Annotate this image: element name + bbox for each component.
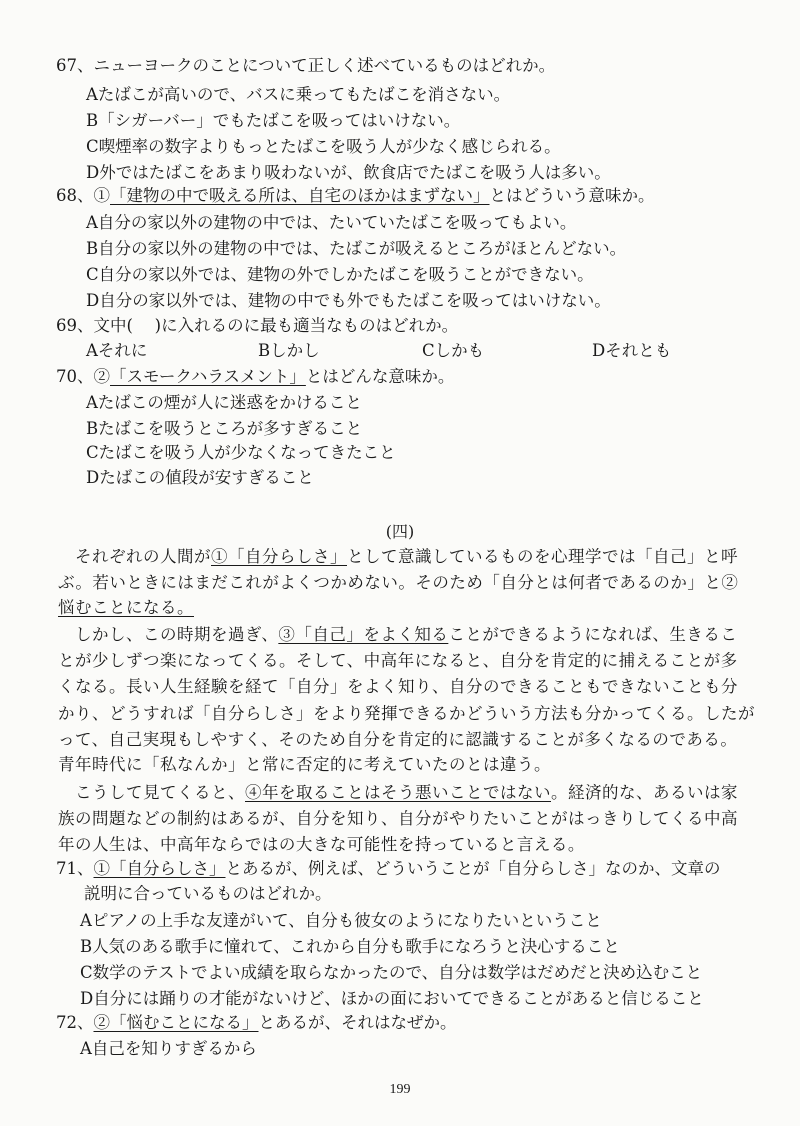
question-number: 70、: [56, 367, 94, 386]
passage-text: それぞれの人間が: [58, 547, 211, 566]
passage-line: 年の人生は、中高年ならではの大きな可能性を持っていると言える。: [58, 835, 585, 854]
passage-line: 族の問題などの制約はあるが、自分を知り、自分がやりたいことがはっきりしてくる中高: [58, 809, 738, 828]
question-68-option-c: C自分の家以外では、建物の外でしかたばこを吸うことができない。: [86, 265, 594, 284]
question-72-stem: [56, 1012, 457, 1034]
question-68-option-b: B自分の家以外の建物の中では、たばこが吸えるところがほとんどない。: [86, 239, 627, 258]
passage-text: ことができるようになれば、生きるこ: [448, 625, 738, 644]
question-rest: とあるが、それはなぜか。: [258, 1013, 457, 1032]
passage-line: って、自己実現もしやすく、そのため自分を肯定的に認識することが多くなるのである。: [58, 730, 738, 749]
page-number: 199: [389, 1082, 411, 1097]
question-67-option-c: C喫煙率の数字よりもっとたばこを吸う人が少なく感じられる。: [86, 137, 561, 156]
question-71-option-b: B人気のある歌手に憧れて、これから自分も歌手になろうと決心すること: [80, 937, 620, 956]
question-67-option-a: Aたばこが高いので、バスに乗ってもたばこを消さない。: [86, 85, 511, 104]
underlined-quote: ①「自分らしさ」: [93, 859, 226, 878]
question-rest: とはどういう意味か。: [489, 186, 655, 205]
question-67-stem: 67、ニューヨークのことについて正しく述べているものはどれか。: [56, 56, 556, 75]
question-70-stem: [56, 366, 454, 388]
question-72-option-a: A自己を知りすぎるから: [80, 1039, 257, 1058]
underlined-phrase-1: ①「自分らしさ」: [211, 547, 347, 566]
passage-line: [58, 597, 194, 619]
question-number: 68、: [56, 186, 94, 205]
underlined-phrase-4: ④年を取ることはそう悪いことではない: [245, 783, 551, 802]
passage-text: しかし、この時期を過ぎ、: [58, 625, 279, 644]
question-70-option-d: Dたばこの値段が安すぎること: [86, 468, 314, 487]
question-rest: とはどんな意味か。: [305, 367, 455, 386]
question-69-option-d: Dそれとも: [592, 341, 672, 360]
question-70-option-c: Cたばこを吸う人が少なくなってきたこと: [86, 443, 396, 462]
question-71-option-d: D自分には踊りの才能がないけど、ほかの面においてできることがあると信じること: [80, 989, 704, 1008]
question-67-option-d: D外ではたばこをあまり吸わないが、飲食店でたばこを吸う人は多い。: [86, 163, 611, 182]
marker: ①: [93, 186, 110, 205]
underlined-phrase-3: ③「自己」をよく知る: [278, 625, 449, 644]
underlined-phrase-2: 悩むことになる。: [58, 598, 194, 617]
question-rest: とあるが、例えば、どういうことが「自分らしさ」なのか、文章の: [225, 859, 721, 878]
question-number: 72、: [56, 1013, 94, 1032]
section-title: (四): [385, 522, 415, 541]
question-68-option-d: D自分の家以外では、建物の中でも外でもたばこを吸ってはいけない。: [86, 291, 611, 310]
question-71-stem-line2: 説明に合っているものはどれか。: [84, 884, 332, 903]
marker: ②: [93, 367, 110, 386]
passage-line: [58, 624, 737, 646]
question-70-option-a: Aたばこの煙が人に迷惑をかけること: [86, 393, 362, 412]
passage-text: として意識しているものを心理学では「自己」と呼: [347, 547, 738, 566]
question-71-option-a: Aピアノの上手な友達がいて、自分も彼女のようになりたいということ: [80, 911, 602, 930]
passage-line: くなる。長い人生経験を経て「自分」をよく知り、自分のできることもできないことも分: [58, 677, 738, 696]
underlined-quote: 「建物の中で吸える所は、自宅のほかはまずない」: [110, 186, 490, 205]
question-71-stem: [56, 858, 721, 880]
question-70-option-b: Bたばこを吸うところが多すぎること: [86, 419, 363, 438]
question-69-option-c: Cしかも: [422, 341, 485, 360]
question-69-option-a: Aそれに: [86, 341, 148, 360]
passage-line: [58, 546, 738, 568]
passage-line: 青年時代に「私なんか」と常に否定的に考えていたのとは違う。: [58, 755, 551, 774]
question-67-option-b: B「シガーバー」でもたばこを吸ってはいけない。: [86, 111, 461, 130]
passage-line: [58, 782, 738, 804]
passage-text: こうして見てくると、: [58, 783, 245, 802]
underlined-quote: ②「悩むことになる」: [93, 1013, 259, 1032]
question-68-stem: [56, 185, 655, 207]
question-69-stem: 69、文中( )に入れるのに最も適当なものはどれか。: [56, 316, 459, 335]
question-69-options: [86, 340, 726, 362]
passage-line: ぶ。若いときにはまだこれがよくつかめない。そのため「自分とは何者であるのか」と②: [58, 573, 739, 592]
question-68-option-a: A自分の家以外の建物の中では、たいていたばこを吸ってもよい。: [86, 213, 577, 232]
question-71-option-c: C数学のテストでよい成績を取らなかったので、自分は数学はだめだと決め込むこと: [80, 963, 703, 982]
passage-text: 。経済的な、あるいは家: [551, 783, 738, 802]
passage-line: かり、どうすれば「自分らしさ」をより発揮できるかどういう方法も分かってくる。したが: [58, 704, 755, 723]
passage-line: とが少しずつ楽になってくる。そして、中高年になると、自分を肯定的に捕えることが多: [58, 651, 738, 670]
question-69-option-b: Bしかし: [258, 341, 320, 360]
underlined-quote: 「スモークハラスメント」: [110, 367, 306, 386]
question-number: 71、: [56, 859, 94, 878]
